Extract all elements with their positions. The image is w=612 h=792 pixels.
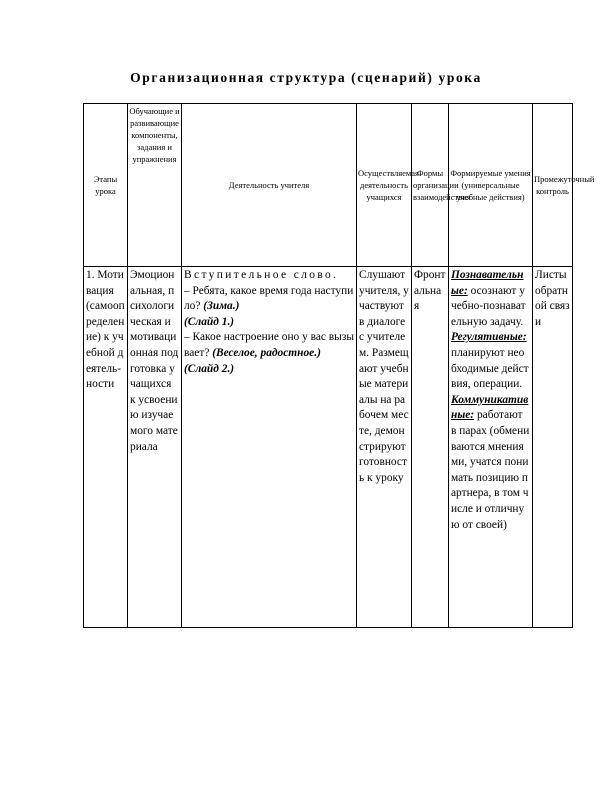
slide-reference-2: (Слайд 2.)	[184, 362, 235, 375]
lesson-structure-table	[83, 103, 595, 628]
cell-interaction-forms: Фронтальная	[412, 267, 449, 628]
student-answer-1: (Зима.)	[203, 300, 240, 313]
table-row	[84, 267, 573, 628]
header-interaction-forms: Формы организации взаимодействия	[412, 104, 449, 267]
header-components: Обучающие и развивающие компоненты, задания и упражнения	[128, 104, 182, 267]
cell-components: Эмоциональная, психологическая и мотивационная подготовка учащихся к усвоению изучаемого материала	[128, 267, 182, 628]
teacher-question-1: – Ребята, какое время года наступило?	[184, 284, 354, 313]
cognitive-text: осознают учебно-познавательную задачу.	[451, 284, 526, 328]
table-header-row	[84, 104, 573, 267]
cell-stage: 1. Мотивация (самоопределение) к учебной деятель-ности	[84, 267, 128, 628]
regulatory-label: Регулятивные:	[451, 331, 527, 344]
cognitive-label: Познавательные:	[451, 269, 524, 297]
communicative-label: Коммуникативные:	[451, 393, 529, 422]
cell-formed-skills	[449, 267, 533, 628]
header-formed-skills: Формируемые умения (универсальные учебные действия)	[449, 104, 533, 267]
header-teacher-activity: Деятельность учителя	[182, 104, 357, 267]
teacher-lead-in: Вступительное слово.	[184, 269, 339, 281]
regulatory-text: планируют необходимые действия, операции.	[451, 346, 529, 391]
header-student-activity: Осуществляемая деятельность учащихся	[357, 104, 412, 267]
header-stage: Этапы урока	[84, 104, 128, 267]
header-intermediate-control: Промежуточный контроль	[533, 104, 573, 267]
slide-reference-1: (Слайд 1.)	[184, 315, 235, 328]
page-title: Организационная структура (сценарий) урока	[130, 70, 482, 85]
teacher-question-2: – Какое настроение оно у вас вызывает?	[184, 331, 354, 359]
cell-intermediate-control: Листы обратной связи	[533, 267, 573, 628]
student-answer-2: (Веселое, радостное.)	[212, 346, 321, 359]
communicative-text: работают в парах (обмениваются мнениями, учатся понимать позицию партнера, в том числе и отличную от своей)	[451, 409, 530, 531]
cell-student-activity: Слушают учителя, участвуют в диалоге с учителем. Размещают учебные материалы на рабочем месте, демонстрируют готовность к уроку	[357, 267, 412, 628]
cell-teacher-activity	[182, 267, 357, 628]
